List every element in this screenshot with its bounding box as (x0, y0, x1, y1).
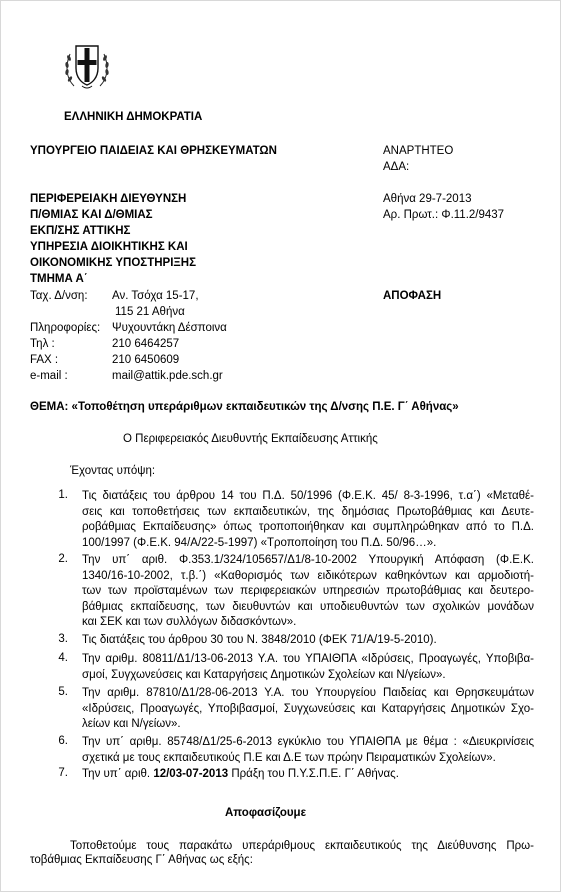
list-item-number: 1. (58, 489, 68, 501)
list-item-line: Την υπ΄ αριθ. Φ.353.1/324/105657/Δ1/8-10-2002 Υπουργική Απόφαση (Φ.Ε.Κ. (82, 554, 534, 566)
contact-label-fax: FAX : (30, 354, 59, 366)
list-item-line: σεις και τοποθετήσεις των εκπαιδευτικών, της δημόσιας Πρωτοβάθμιας και Δευτε- (82, 505, 534, 518)
list-item-line: βάθμιας εκπαίδευσης, των διευθυντών και υποδιευθυντών των σχολικών μονάδων (82, 600, 534, 613)
contact-value-postcode: 115 21 Αθήνα (115, 306, 185, 318)
authority-line-1: ΠΕΡΙΦΕΡΕΙΑΚΗ ΔΙΕΥΘΥΝΣΗ (30, 193, 187, 205)
closing-line: τοβάθμιας Εκπαίδευσης Γ΄ Αθήνας ως εξής: (30, 854, 253, 866)
list-item-line (82, 767, 534, 783)
list-item-number: 7. (58, 767, 68, 779)
decision-title: ΑΠΟΦΑΣΗ (383, 290, 442, 302)
item7-suffix: Πράξη του Π.Υ.Σ.Π.Ε. Γ΄ Αθήνας. (228, 768, 399, 780)
contact-value-info: Ψυχουντάκη Δέσποινα (112, 322, 227, 334)
list-item-line: Τις διατάξεις του άρθρου 30 του Ν. 3848/2010 (ΦΕΚ 71/Α/19-5-2010). (82, 634, 437, 646)
list-item-line: Την αριθμ. 87810/Δ1/28-06-2013 Υ.Α. του Υπουργείου Παιδείας και Θρησκευμάτων (82, 687, 534, 699)
list-item-text (82, 489, 534, 551)
republic-title: ΕΛΛΗΝΙΚΗ ΔΗΜΟΚΡΑΤΙΑ (64, 111, 203, 123)
list-item-number: 5. (58, 686, 68, 698)
list-item-line: 100/1997 (Φ.Ε.Κ. 94/Α/22-5-1997) «Τροποποίηση του Π.Δ. 50/96…». (82, 536, 437, 549)
contact-label-phone: Τηλ : (30, 338, 55, 350)
list-item-number: 3. (58, 633, 68, 645)
considering-line: Έχοντας υπόψη: (70, 465, 156, 477)
list-item-line: λείων και Ν/γείων». (82, 718, 181, 730)
list-item-text (82, 652, 534, 683)
authority-line-5: ΟΙΚΟΝΟΜΙΚΗΣ ΥΠΟΣΤΗΡΙΞΗΣ (30, 257, 197, 269)
list-item-text (82, 735, 534, 766)
list-item-line: σμοί, Συγχωνεύσεις και Καταργήσεις Δημοτικών Σχολείων και Ν/γείων». (82, 668, 446, 681)
ministry-title: ΥΠΟΥΡΓΕΙΟ ΠΑΙΔΕΙΑΣ ΚΑΙ ΘΡΗΣΚΕΥΜΑΤΩΝ (30, 145, 277, 157)
list-item-line: «Ιδρύσεις, Προαγωγές, Υποβιβασμοί, Συγχωνεύσεις και Καταργήσεις Δημοτικών Σχο- (82, 702, 534, 715)
greek-coat-of-arms-icon (62, 38, 112, 93)
list-item-line: Την υπ΄ αριθμ. 85748/Δ1/25-6-2013 εγκύκλιο του ΥΠΑΙΘΠΑ με θέμα : «Διευκρινίσεις (82, 736, 534, 748)
decide-heading: Αποφασίζουμε (225, 807, 307, 819)
list-item-text (82, 633, 534, 649)
authority-line-2: Π/ΘΜΙΑΣ ΚΑΙ Δ/ΘΜΙΑΣ (30, 209, 153, 221)
list-item-line: 1340/16-10-2002, τ.β.΄) «Καθορισμός των ειδικότερων καθηκόντων και αρμοδιοτή- (82, 569, 534, 582)
list-item-line: Την αριθμ. 80811/Δ1/13-06-2013 Υ.Α. του ΥΠΑΙΘΠΑ «Ιδρύσεις, Προαγωγές, Υποβιβα- (82, 653, 534, 665)
item7-act-number: 12/03-07-2013 (153, 768, 229, 780)
list-item-number: 6. (58, 735, 68, 747)
authority-line-4: ΥΠΗΡΕΣΙΑ ΔΙΟΙΚΗΤΙΚΗΣ ΚΑΙ (30, 241, 188, 253)
list-item-line: Τις διατάξεις του άρθρου 14 του Π.Δ. 50/1996 (Φ.Ε.Κ. 45/ 8-3-1996, τ.α΄) «Μεταθέ- (82, 490, 534, 502)
contact-value-phone: 210 6464257 (112, 338, 180, 350)
contact-value-fax: 210 6450609 (112, 354, 180, 366)
ada-label: ΑΔΑ: (383, 161, 410, 173)
authority-line-6: ΤΜΗΜΑ Α΄ (30, 273, 88, 285)
list-item-text (82, 553, 534, 631)
list-item-number: 4. (58, 652, 68, 664)
list-item-line: των των προϊσταμένων των περιφερειακών υπηρεσιών πρωτοβάθμιας και δευτερο- (82, 585, 534, 597)
list-item-line: ροβάθμιας Εκπαίδευσης» όπως τροποποιήθηκαν και συμπληρώθηκαν από το Π.Δ. (82, 521, 534, 533)
list-item-text (82, 767, 534, 783)
contact-label-email: e-mail : (30, 370, 68, 382)
document-date: Αθήνα 29-7-2013 (383, 193, 472, 205)
protocol-number: Αρ. Πρωτ.: Φ.11.2/9437 (383, 209, 505, 221)
subject-line (30, 401, 459, 413)
list-item-text (82, 686, 534, 733)
contact-label-info: Πληροφορίες: (30, 322, 101, 334)
closing-line: Τοποθετούμε τους παρακάτω υπεράριθμους εκπαιδευτικούς της Διεύθυνσης Πρω- (70, 840, 534, 852)
item7-prefix: Την υπ΄ αριθ. (82, 768, 154, 780)
contact-value-address: Αν. Τσόχα 15-17, (112, 290, 199, 302)
list-item-number: 2. (58, 553, 68, 565)
director-line: Ο Περιφερειακός Διευθυντής Εκπαίδευσης Αττικής (123, 433, 378, 445)
subject-label: ΘΕΜΑ: (30, 401, 69, 413)
contact-label-address: Ταχ. Δ/νση: (30, 290, 88, 302)
list-item-line: σχετικά με τους εκπαιδευτικούς Π.Ε και Δ.Ε των πρώην Πειραματικών Σχολείων». (82, 751, 496, 764)
contact-value-email[interactable]: mail@attik.pde.sch.gr (112, 370, 223, 382)
subject-text: «Τοποθέτηση υπεράριθμων εκπαιδευτικών της Δ/νσης Π.Ε. Γ΄ Αθήνας» (71, 401, 459, 413)
list-item-line: και ΣΕΚ και των συλλόγων διδασκόντων». (82, 616, 297, 628)
closing-paragraph (70, 838, 534, 854)
authority-line-3: ΕΚΠ/ΣΗΣ ΑΤΤΙΚΗΣ (30, 225, 131, 237)
posted-label: ΑΝΑΡΤΗΤΕΟ (383, 145, 454, 157)
